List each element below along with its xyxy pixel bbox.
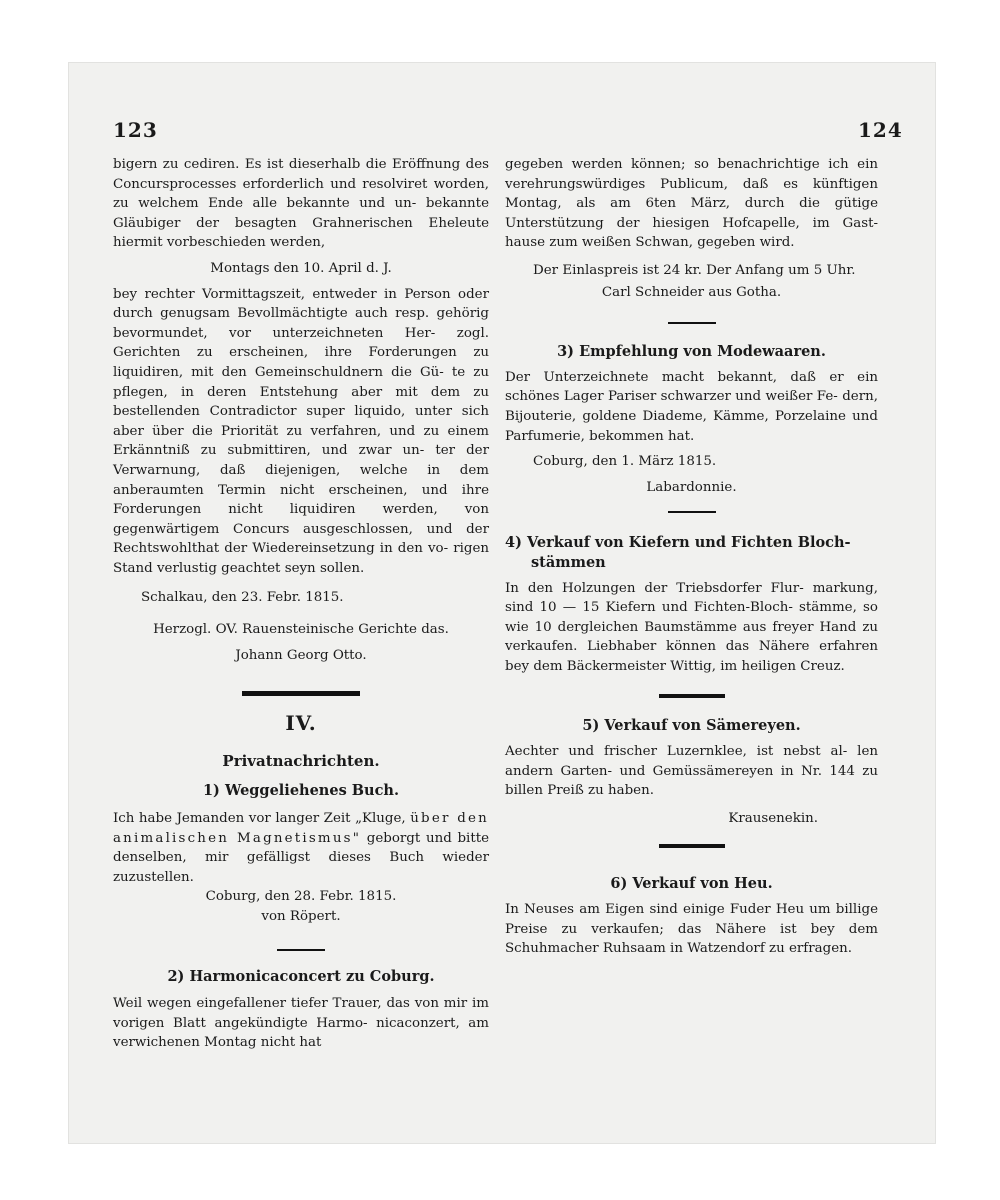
right-column [505, 155, 878, 959]
paragraph: In Neuses am Eigen sind einige Fuder Heu um billige Preise zu verkaufen; das Nähere ist bey dem Schuhmacher Ruhsaam in Watzendorf zu erfragen. [505, 902, 878, 957]
paragraph: In den Holzungen der Triebsdorfer Flur- markung, sind 10 — 15 Kiefern und Fichten-Bloch- stämme, so wie 10 dergleichen Baumstämme aus freyer Hand zu verkaufen. Liebhaber können das Nähere erfahren bey dem Bäckermeister Wittig, im heiligen Creuz. [505, 580, 878, 674]
place-date: Schalkau, den 23. Febr. 1815. [141, 590, 344, 606]
notice-heading: 1) Weggeliehenes Buch. [202, 782, 400, 800]
date-line: Montags den 10. April d. J. [210, 260, 392, 276]
notice-heading: 6) Verkauf von Heu. [610, 875, 773, 893]
notice-date: Coburg, den 1. März 1815. [533, 454, 717, 470]
section-title: Privatnachrichten. [222, 751, 380, 770]
paragraph: Weil wegen eingefallener tiefer Trauer, das von mir im vorigen Blatt angekündigte Harmo- nicaconzert, am verwichenen Montag nicht hat [113, 996, 489, 1051]
signature: Johann Georg Otto. [235, 647, 367, 663]
left-column [113, 155, 489, 1053]
paragraph: Der Einlaspreis ist 24 kr. Der Anfang um 5 Uhr. [533, 262, 856, 278]
notice-heading: 2) Harmonicaconcert zu Coburg. [167, 967, 435, 985]
notice-heading: 3) Empfehlung von Modewaaren. [557, 343, 826, 361]
signature: Carl Schneider aus Gotha. [601, 284, 782, 300]
paragraph: bey rechter Vormittagszeit, entweder in Person oder durch genugsam Bevollmächtigte auch resp. gehörig bevormundet, vor unterzeichneten Her- zogl. Gerichten zu erscheinen, ihre Forderungen zu liquidiren, mit den Gemeinschuldnern die Gü- te zu pflegen, in deren Entstehung aber mit dem zu bestellenden Contradictor super liquido, unter sich aber über die Priorität zu verfahren, und zu einem Erkänntniß zu submittiren, und zwar un- ter der Verwarnung, daß diejenigen, welche in dem anberaumten Termin nicht erscheinen, und ihre Forderungen nicht liquidiren werden, von gegenwärtigem Concurs ausgeschlossen, und der Rechtswohlthat der Wiedereinsetzung in den vo- rigen Stand verlustig geachtet seyn sollen. [113, 286, 489, 576]
paragraph: Der Unterzeichnete macht bekannt, daß er ein schönes Lager Pariser schwarzer und weißer Fe- dern, Bijouterie, goldene Diademe, Kämme, Porzelaine und Parfumerie, bekommen hat. [505, 369, 878, 444]
paragraph: gegeben werden können; so benachrichtige ich ein verehrungswürdiges Publicum, daß es künftigen Montag, als am 6ten März, durch die gütige Unterstützung der hiesigen Hofcapelle, im Gast- hause zum weißen Schwan, gegeben wird. [505, 157, 878, 251]
court-name: Herzogl. OV. Rauensteinische Gerichte das. [153, 622, 449, 638]
paragraph: bigern zu cediren. Es ist dieserhalb die Eröffnung des Concursprocesses erforderlich und resolviret worden, zu welchem Ende alle bekannte und un- bekannte Gläubiger der besagten Grahnerischen Eheleute hiermit vorbeschieden werden, [113, 157, 490, 251]
divider [668, 322, 716, 324]
paragraph: Aechter und frischer Luzernklee, ist nebst al- len andern Garten- und Gemüssämereyen in Nr. 144 zu billen Preiß zu haben. [505, 744, 878, 799]
notice-heading: 5) Verkauf von Sämereyen. [582, 717, 801, 735]
notice-date: Coburg, den 28. Febr. 1815. [205, 889, 397, 905]
divider [659, 844, 725, 848]
divider [277, 949, 325, 951]
notice-signature: von Röpert. [261, 909, 341, 924]
divider [668, 511, 716, 513]
notice-heading: 4) Verkauf von Kiefern und Fichten Bloch- stämmen [505, 534, 851, 571]
page-number-left: 123 [113, 118, 158, 142]
section-divider [242, 691, 360, 696]
paragraph: Ich habe Jemanden vor langer Zeit „Kluge, über den animalischen Magnetismus" geborgt und bitte denselben, mir gefälligst dieses Buch wieder zuzustellen. [113, 811, 490, 885]
notice-signature: Labardonnie. [646, 479, 737, 495]
section-numeral: IV. [285, 711, 317, 736]
page-number-right: 124 [858, 118, 903, 142]
divider [659, 694, 725, 698]
notice-signature: Krausenekin. [728, 810, 818, 826]
